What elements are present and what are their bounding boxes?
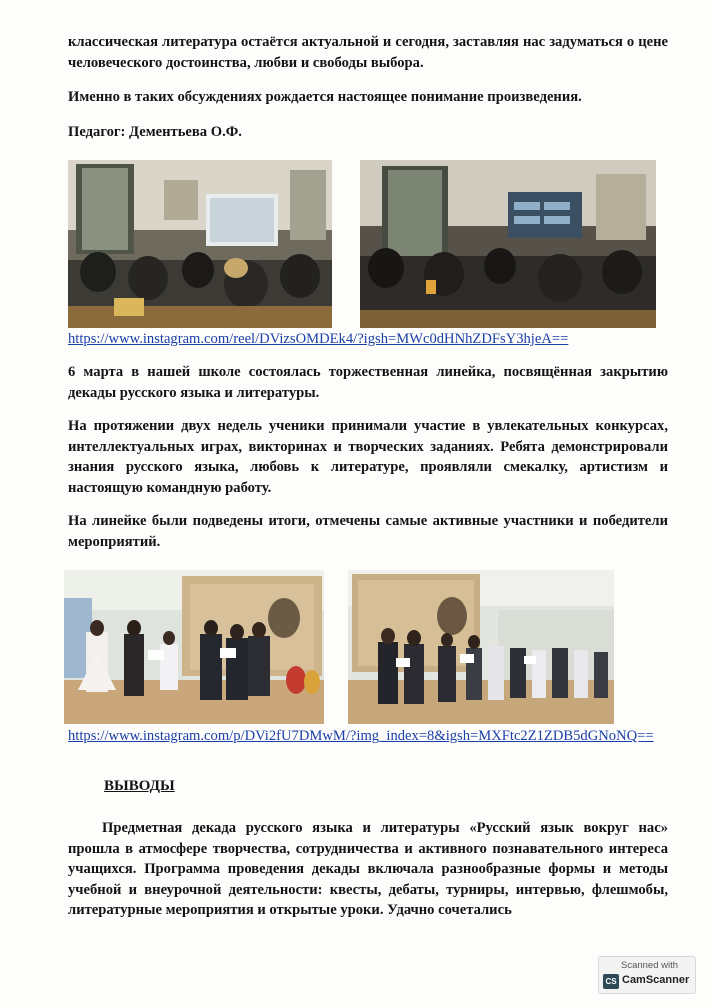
assembly-photo-left: [64, 570, 324, 724]
watermark-brand: CamScanner: [622, 974, 690, 986]
camscanner-logo-icon: CS: [603, 974, 619, 989]
assembly-photo-right: [348, 570, 614, 724]
paragraph-activities: На протяжении двух недель ученики принимали участие в увлекательных конкурсах, интеллектуальных играх, викторинах и творческих заданиях. Ребята демонстрировали знания русского языка, любовь к литературе, проявляли смекалку, артистизм и настоящую командную работу.: [68, 418, 668, 496]
instagram-link-post[interactable]: https://www.instagram.com/p/DVi2fU7DMwM/?img_index=8&igsh=MXFtc2Z1ZDB5dGNoNQ==: [68, 728, 654, 744]
paragraph-discussion: Именно в таких обсуждениях рождается настоящее понимание произведения.: [68, 89, 582, 105]
conclusions-heading: ВЫВОДЫ: [104, 778, 175, 794]
watermark-caption: Scanned with: [621, 960, 679, 971]
paragraph-intro-continuation: классическая литература остаётся актуальной и сегодня, заставляя нас задуматься о цене человеческого достоинства, любви и свободы выбора.: [68, 34, 668, 71]
instagram-link-reel[interactable]: https://www.instagram.com/reel/DVizsOMDEk4/?igsh=MWc0dHNhZDFsY3hjeA==: [68, 331, 569, 347]
classroom-photo-right: [360, 160, 656, 328]
paragraph-teacher: Педагог: Дементьева О.Ф.: [68, 124, 242, 140]
classroom-photo-left: [68, 160, 332, 328]
camscanner-watermark: [598, 956, 696, 994]
paragraph-results: На линейке были подведены итоги, отмечены самые активные участники и победители мероприятий.: [68, 513, 668, 550]
paragraph-conclusions: Предметная декада русского языка и литературы «Русский язык вокруг нас» прошла в атмосфере творчества, сотрудничества и активного познавательного интереса учащихся. Программа проведения декады включала разнообразные формы и методы учебной и внеурочной деятельности: квесты, дебаты, турниры, интервью, флешмобы, литературные мероприятия и открытые уроки. Удачно сочетались: [68, 820, 668, 918]
paragraph-assembly: 6 марта в нашей школе состоялась торжественная линейка, посвящённая закрытию декады русского языка и литературы.: [68, 364, 668, 401]
